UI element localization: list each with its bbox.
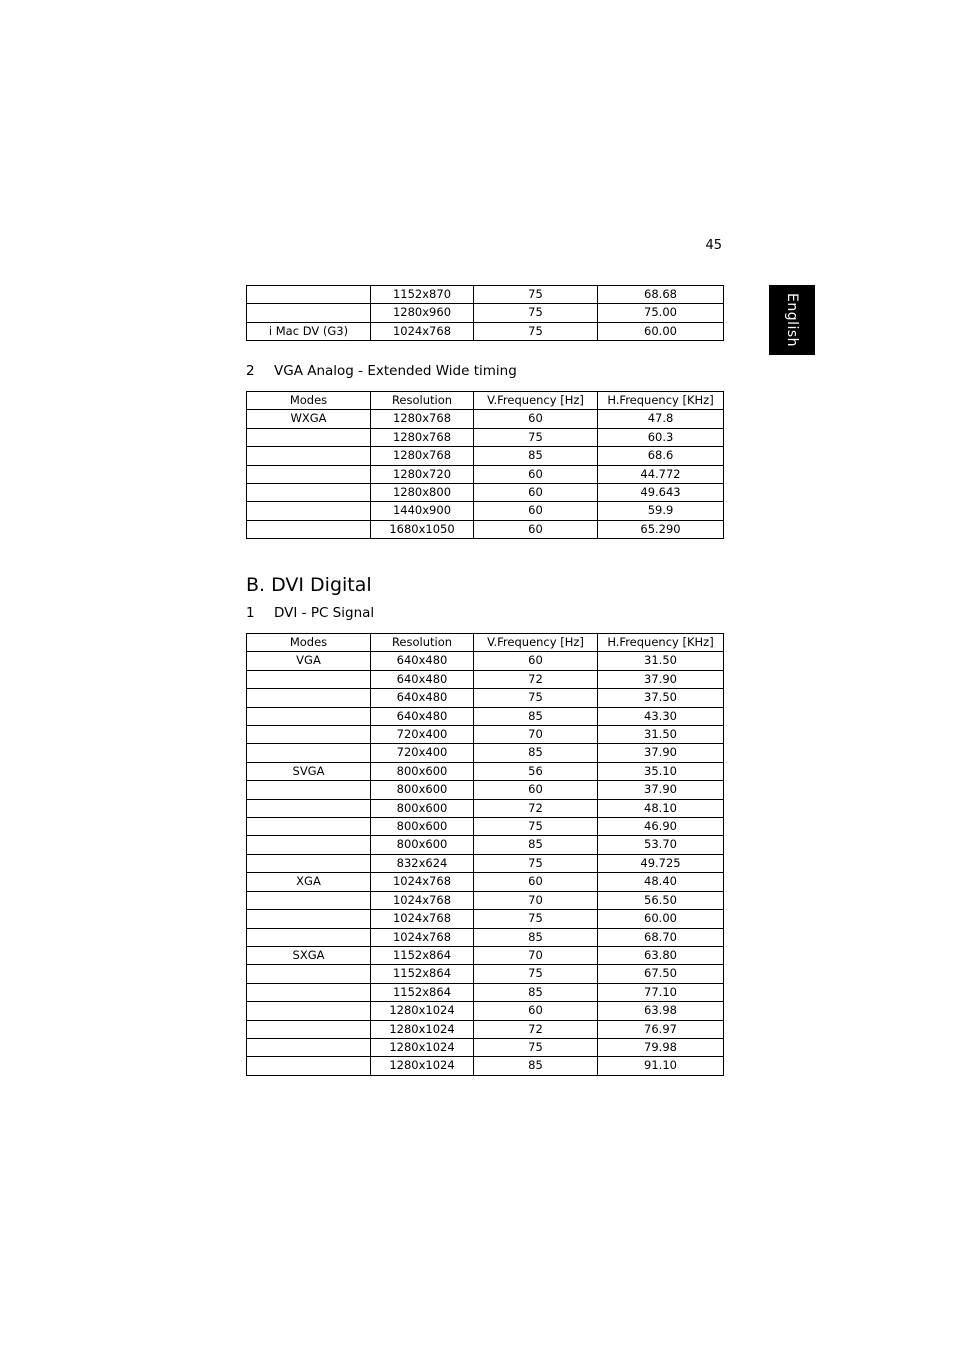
cell-mode: XGA xyxy=(247,873,371,891)
cell-h-frequency: 37.90 xyxy=(598,744,724,762)
language-tab-label: English xyxy=(784,292,800,348)
header-modes: Modes xyxy=(247,634,371,652)
cell-mode xyxy=(247,304,371,322)
cell-v-frequency: 60 xyxy=(474,520,598,538)
cell-mode xyxy=(247,670,371,688)
cell-h-frequency: 44.772 xyxy=(598,465,724,483)
section-heading-dvi: B. DVI Digital xyxy=(246,574,372,596)
cell-mode xyxy=(247,484,371,502)
table-row xyxy=(247,670,724,688)
cell-v-frequency: 70 xyxy=(474,946,598,964)
subsection-heading-vga-wide xyxy=(246,363,517,379)
table-row xyxy=(247,484,724,502)
table-row xyxy=(247,818,724,836)
cell-resolution: 1152x864 xyxy=(371,965,474,983)
cell-v-frequency: 60 xyxy=(474,484,598,502)
table-row xyxy=(247,520,724,538)
cell-mode xyxy=(247,854,371,872)
cell-h-frequency: 60.3 xyxy=(598,428,724,446)
cell-mode: i Mac DV (G3) xyxy=(247,322,371,340)
cell-h-frequency: 75.00 xyxy=(598,304,724,322)
table-row xyxy=(247,502,724,520)
cell-v-frequency: 75 xyxy=(474,910,598,928)
cell-mode: VGA xyxy=(247,652,371,670)
cell-v-frequency: 60 xyxy=(474,873,598,891)
cell-h-frequency: 37.90 xyxy=(598,781,724,799)
cell-resolution: 1440x900 xyxy=(371,502,474,520)
cell-resolution: 1280x768 xyxy=(371,428,474,446)
cell-v-frequency: 75 xyxy=(474,428,598,446)
cell-v-frequency: 60 xyxy=(474,1002,598,1020)
cell-h-frequency: 79.98 xyxy=(598,1038,724,1056)
cell-resolution: 640x480 xyxy=(371,707,474,725)
cell-resolution: 1680x1050 xyxy=(371,520,474,538)
cell-h-frequency: 67.50 xyxy=(598,965,724,983)
cell-h-frequency: 68.68 xyxy=(598,286,724,304)
cell-mode xyxy=(247,928,371,946)
cell-resolution: 1280x960 xyxy=(371,304,474,322)
cell-h-frequency: 63.98 xyxy=(598,1002,724,1020)
header-resolution: Resolution xyxy=(371,392,474,410)
cell-h-frequency: 49.725 xyxy=(598,854,724,872)
cell-resolution: 1152x864 xyxy=(371,946,474,964)
cell-mode xyxy=(247,799,371,817)
cell-resolution: 1152x864 xyxy=(371,983,474,1001)
subsection-title: VGA Analog - Extended Wide timing xyxy=(274,363,517,379)
cell-h-frequency: 76.97 xyxy=(598,1020,724,1038)
table-row xyxy=(247,1002,724,1020)
cell-v-frequency: 60 xyxy=(474,652,598,670)
header-h-frequency: H.Frequency [KHz] xyxy=(598,634,724,652)
cell-mode xyxy=(247,910,371,928)
cell-mode xyxy=(247,781,371,799)
cell-mode xyxy=(247,502,371,520)
subsection-heading-dvi-pc xyxy=(246,605,374,621)
table-row xyxy=(247,836,724,854)
table-row xyxy=(247,1020,724,1038)
cell-h-frequency: 60.00 xyxy=(598,322,724,340)
cell-v-frequency: 85 xyxy=(474,707,598,725)
cell-h-frequency: 47.8 xyxy=(598,410,724,428)
cell-mode xyxy=(247,707,371,725)
cell-v-frequency: 72 xyxy=(474,1020,598,1038)
cell-mode xyxy=(247,1038,371,1056)
cell-resolution: 800x600 xyxy=(371,818,474,836)
cell-resolution: 640x480 xyxy=(371,670,474,688)
page-number: 45 xyxy=(705,238,722,253)
cell-h-frequency: 48.10 xyxy=(598,799,724,817)
cell-resolution: 1280x800 xyxy=(371,484,474,502)
cell-h-frequency: 59.9 xyxy=(598,502,724,520)
cell-v-frequency: 60 xyxy=(474,781,598,799)
table-row xyxy=(247,965,724,983)
table-row xyxy=(247,799,724,817)
table-row xyxy=(247,465,724,483)
header-resolution: Resolution xyxy=(371,634,474,652)
cell-h-frequency: 91.10 xyxy=(598,1057,724,1075)
table-row xyxy=(247,928,724,946)
cell-mode: SVGA xyxy=(247,762,371,780)
cell-resolution: 1280x720 xyxy=(371,465,474,483)
cell-h-frequency: 49.643 xyxy=(598,484,724,502)
table-row xyxy=(247,891,724,909)
cell-resolution: 720x400 xyxy=(371,744,474,762)
table-continued xyxy=(246,285,724,341)
table-dvi-pc-body xyxy=(247,652,724,1075)
cell-mode xyxy=(247,1020,371,1038)
cell-mode xyxy=(247,983,371,1001)
cell-v-frequency: 75 xyxy=(474,1038,598,1056)
table-row xyxy=(247,1057,724,1075)
cell-h-frequency: 31.50 xyxy=(598,652,724,670)
cell-resolution: 640x480 xyxy=(371,652,474,670)
subsection-number: 2 xyxy=(246,363,255,379)
cell-v-frequency: 60 xyxy=(474,502,598,520)
table-row xyxy=(247,726,724,744)
cell-v-frequency: 85 xyxy=(474,447,598,465)
cell-mode: SXGA xyxy=(247,946,371,964)
table-row xyxy=(247,428,724,446)
cell-mode xyxy=(247,465,371,483)
cell-resolution: 1024x768 xyxy=(371,891,474,909)
cell-resolution: 1024x768 xyxy=(371,322,474,340)
header-modes: Modes xyxy=(247,392,371,410)
table-vga-wide xyxy=(246,391,724,539)
cell-v-frequency: 72 xyxy=(474,670,598,688)
table-row xyxy=(247,781,724,799)
cell-h-frequency: 46.90 xyxy=(598,818,724,836)
table-row xyxy=(247,447,724,465)
language-tab xyxy=(769,285,815,355)
cell-v-frequency: 75 xyxy=(474,965,598,983)
cell-mode: WXGA xyxy=(247,410,371,428)
cell-resolution: 1024x768 xyxy=(371,910,474,928)
cell-mode xyxy=(247,744,371,762)
cell-h-frequency: 56.50 xyxy=(598,891,724,909)
cell-v-frequency: 70 xyxy=(474,726,598,744)
cell-resolution: 800x600 xyxy=(371,836,474,854)
table-row xyxy=(247,762,724,780)
cell-h-frequency: 68.70 xyxy=(598,928,724,946)
cell-h-frequency: 68.6 xyxy=(598,447,724,465)
header-h-frequency: H.Frequency [KHz] xyxy=(598,392,724,410)
cell-resolution: 800x600 xyxy=(371,781,474,799)
cell-v-frequency: 75 xyxy=(474,322,598,340)
cell-v-frequency: 60 xyxy=(474,465,598,483)
cell-h-frequency: 60.00 xyxy=(598,910,724,928)
cell-v-frequency: 85 xyxy=(474,983,598,1001)
cell-resolution: 1152x870 xyxy=(371,286,474,304)
cell-mode xyxy=(247,726,371,744)
cell-v-frequency: 75 xyxy=(474,854,598,872)
cell-h-frequency: 63.80 xyxy=(598,946,724,964)
cell-v-frequency: 85 xyxy=(474,928,598,946)
cell-mode xyxy=(247,891,371,909)
cell-resolution: 1024x768 xyxy=(371,928,474,946)
cell-resolution: 720x400 xyxy=(371,726,474,744)
cell-mode xyxy=(247,447,371,465)
cell-v-frequency: 75 xyxy=(474,689,598,707)
table-row xyxy=(247,652,724,670)
header-v-frequency: V.Frequency [Hz] xyxy=(474,392,598,410)
cell-mode xyxy=(247,836,371,854)
cell-h-frequency: 43.30 xyxy=(598,707,724,725)
cell-resolution: 800x600 xyxy=(371,799,474,817)
cell-resolution: 832x624 xyxy=(371,854,474,872)
cell-resolution: 1280x1024 xyxy=(371,1020,474,1038)
cell-h-frequency: 48.40 xyxy=(598,873,724,891)
cell-h-frequency: 37.90 xyxy=(598,670,724,688)
header-v-frequency: V.Frequency [Hz] xyxy=(474,634,598,652)
cell-v-frequency: 72 xyxy=(474,799,598,817)
cell-h-frequency: 31.50 xyxy=(598,726,724,744)
cell-v-frequency: 75 xyxy=(474,286,598,304)
cell-resolution: 800x600 xyxy=(371,762,474,780)
table-row xyxy=(247,286,724,304)
cell-mode xyxy=(247,818,371,836)
table-continued-body xyxy=(247,286,724,341)
cell-v-frequency: 70 xyxy=(474,891,598,909)
cell-mode xyxy=(247,965,371,983)
cell-resolution: 1280x1024 xyxy=(371,1002,474,1020)
cell-h-frequency: 53.70 xyxy=(598,836,724,854)
table-row xyxy=(247,744,724,762)
cell-mode xyxy=(247,1002,371,1020)
table-row xyxy=(247,910,724,928)
cell-v-frequency: 75 xyxy=(474,818,598,836)
table-header-row xyxy=(247,392,724,410)
subsection-number: 1 xyxy=(246,605,255,621)
table-row xyxy=(247,689,724,707)
cell-v-frequency: 85 xyxy=(474,1057,598,1075)
table-vga-wide-body xyxy=(247,410,724,539)
table-row xyxy=(247,304,724,322)
cell-v-frequency: 85 xyxy=(474,836,598,854)
cell-resolution: 640x480 xyxy=(371,689,474,707)
subsection-title: DVI - PC Signal xyxy=(274,605,375,621)
cell-v-frequency: 60 xyxy=(474,410,598,428)
cell-v-frequency: 85 xyxy=(474,744,598,762)
cell-h-frequency: 37.50 xyxy=(598,689,724,707)
table-dvi-pc xyxy=(246,633,724,1076)
table-row xyxy=(247,854,724,872)
table-row xyxy=(247,1038,724,1056)
cell-mode xyxy=(247,286,371,304)
table-row xyxy=(247,410,724,428)
cell-h-frequency: 77.10 xyxy=(598,983,724,1001)
cell-v-frequency: 75 xyxy=(474,304,598,322)
cell-mode xyxy=(247,689,371,707)
cell-h-frequency: 65.290 xyxy=(598,520,724,538)
cell-mode xyxy=(247,428,371,446)
table-row xyxy=(247,322,724,340)
table-row xyxy=(247,983,724,1001)
cell-v-frequency: 56 xyxy=(474,762,598,780)
cell-h-frequency: 35.10 xyxy=(598,762,724,780)
cell-resolution: 1280x1024 xyxy=(371,1057,474,1075)
table-row xyxy=(247,873,724,891)
cell-resolution: 1024x768 xyxy=(371,873,474,891)
cell-mode xyxy=(247,1057,371,1075)
cell-resolution: 1280x768 xyxy=(371,410,474,428)
cell-mode xyxy=(247,520,371,538)
cell-resolution: 1280x1024 xyxy=(371,1038,474,1056)
table-row xyxy=(247,946,724,964)
cell-resolution: 1280x768 xyxy=(371,447,474,465)
table-header-row xyxy=(247,634,724,652)
table-row xyxy=(247,707,724,725)
